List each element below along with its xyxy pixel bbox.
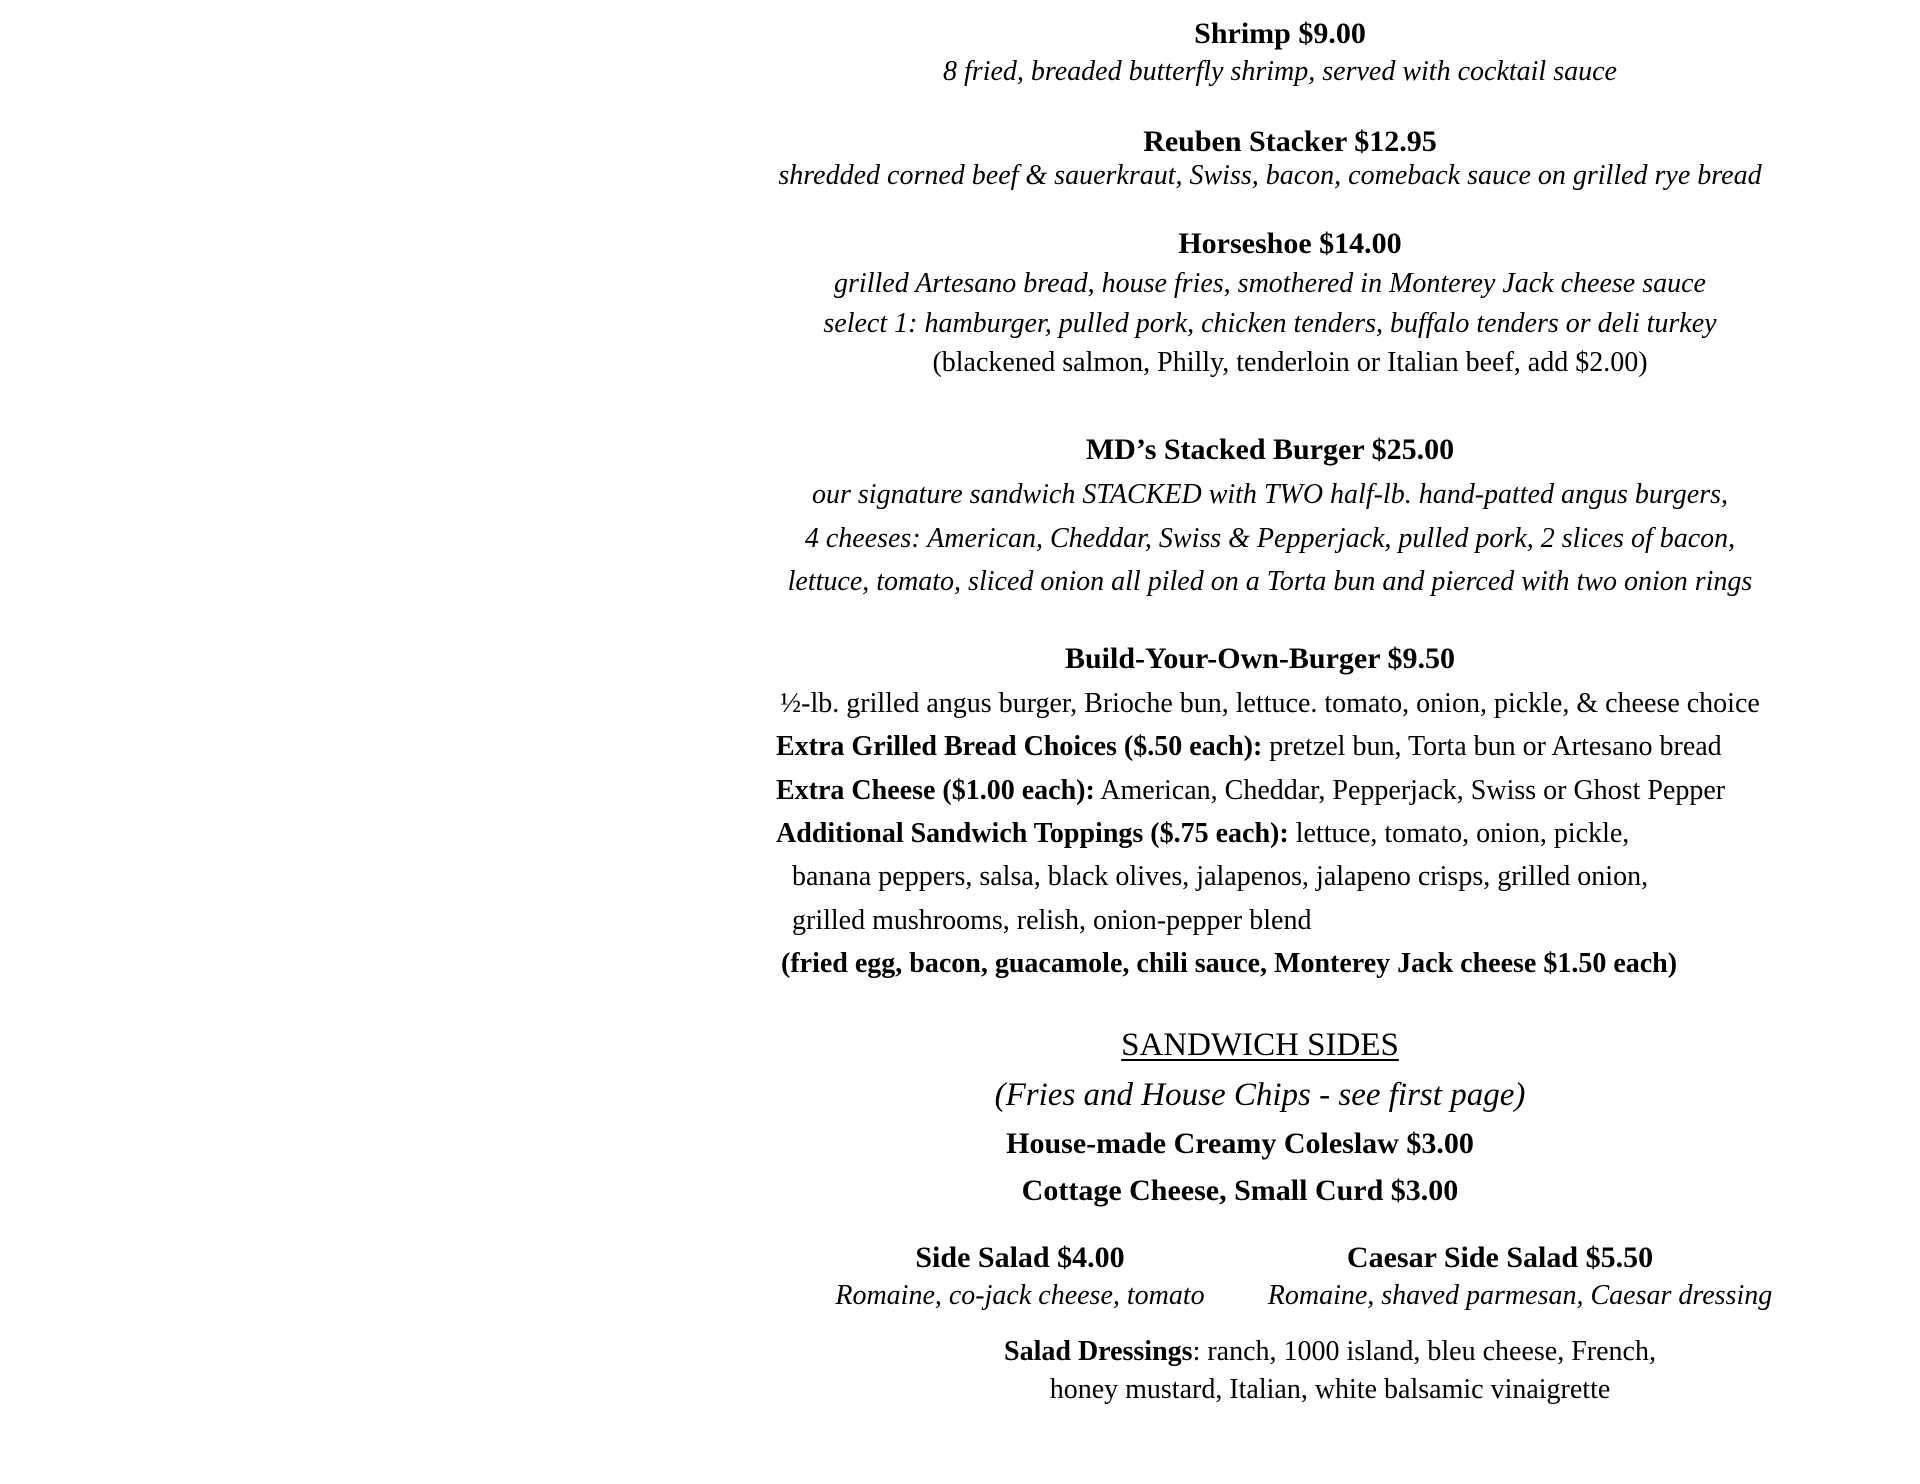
byob-bread-label: Extra Grilled Bread Choices ($.50 each):	[776, 731, 1263, 762]
sandwich-sides-heading: SANDWICH SIDES	[1121, 1027, 1399, 1063]
salad-dressings	[900, 1334, 1760, 1370]
byob-bread-value: pretzel bun, Torta bun or Artesano bread	[1262, 731, 1722, 762]
caesar-salad-title: Caesar Side Salad $5.50	[1346, 1241, 1654, 1274]
byob-toppings	[776, 816, 1629, 852]
horseshoe-title: Horseshoe $14.00	[1178, 227, 1402, 260]
horseshoe-description-2: select 1: hamburger, pulled pork, chicken tenders, buffalo tenders or deli turkey	[823, 308, 1717, 339]
sandwich-sides-note: (Fries and House Chips - see first page)	[994, 1077, 1526, 1113]
cottage-cheese-item: Cottage Cheese, Small Curd $3.00	[1021, 1174, 1459, 1207]
stacked-burger-title: MD’s Stacked Burger $25.00	[1085, 433, 1455, 466]
stacked-burger-description-2: 4 cheeses: American, Cheddar, Swiss & Pepperjack, pulled pork, 2 slices of bacon,	[804, 523, 1736, 554]
shrimp-title: Shrimp $9.00	[1194, 17, 1366, 50]
reuben-description: shredded corned beef & sauerkraut, Swiss, bacon, comeback sauce on grilled rye bread	[778, 160, 1762, 191]
salad-dressings-label: Salad Dressings	[1004, 1336, 1193, 1367]
stacked-burger-description-3: lettuce, tomato, sliced onion all piled on a Torta bun and pierced with two onion rings	[787, 566, 1753, 597]
byob-premium-toppings: (fried egg, bacon, guacamole, chili sauce, Monterey Jack cheese $1.50 each)	[781, 948, 1678, 979]
byob-cheese-choices	[776, 773, 1725, 809]
shrimp-description: 8 fried, breaded butterfly shrimp, served with cocktail sauce	[943, 56, 1617, 87]
byob-toppings-label: Additional Sandwich Toppings ($.75 each):	[776, 818, 1289, 849]
coleslaw-item: House-made Creamy Coleslaw $3.00	[1006, 1127, 1474, 1160]
horseshoe-add-on-note: (blackened salmon, Philly, tenderloin or Italian beef, add $2.00)	[932, 347, 1648, 378]
salad-dressings-value-2: honey mustard, Italian, white balsamic vinaigrette	[1049, 1374, 1611, 1405]
byob-toppings-value-2: banana peppers, salsa, black olives, jalapenos, jalapeno crisps, grilled onion,	[792, 861, 1649, 892]
byob-cheese-value: American, Cheddar, Pepperjack, Swiss or Ghost Pepper	[1094, 775, 1726, 806]
horseshoe-description-1: grilled Artesano bread, house fries, smothered in Monterey Jack cheese sauce	[834, 268, 1706, 299]
byob-bread-choices	[776, 729, 1722, 765]
side-salad-title: Side Salad $4.00	[915, 1241, 1125, 1274]
stacked-burger-description-1: our signature sandwich STACKED with TWO half-lb. hand-patted angus burgers,	[812, 479, 1728, 510]
side-salad-description: Romaine, co-jack cheese, tomato	[835, 1280, 1205, 1311]
caesar-salad-description: Romaine, shaved parmesan, Caesar dressing	[1267, 1280, 1773, 1311]
reuben-title: Reuben Stacker $12.95	[1143, 125, 1437, 158]
byob-title: Build-Your-Own-Burger $9.50	[1064, 642, 1456, 675]
byob-toppings-value-3: grilled mushrooms, relish, onion-pepper blend	[792, 905, 1312, 936]
byob-toppings-value-1: lettuce, tomato, onion, pickle,	[1288, 818, 1630, 849]
salad-dressings-value-1: : ranch, 1000 island, bleu cheese, French,	[1192, 1336, 1656, 1367]
byob-cheese-label: Extra Cheese ($1.00 each):	[776, 775, 1095, 806]
byob-description: ½-lb. grilled angus burger, Brioche bun, lettuce. tomato, onion, pickle, & cheese choice	[780, 688, 1760, 719]
